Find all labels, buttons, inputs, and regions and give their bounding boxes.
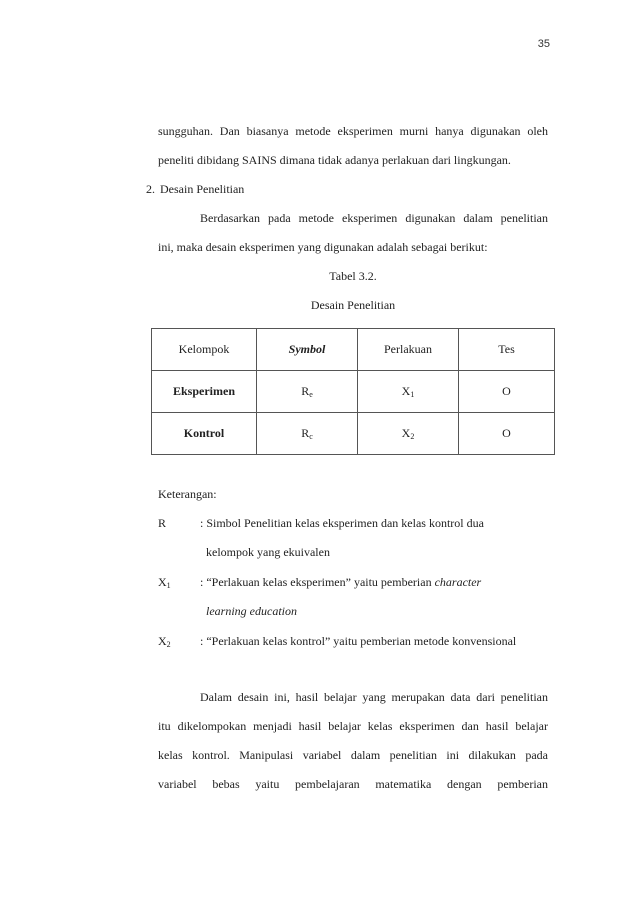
legend-term: R <box>158 516 167 530</box>
paragraph-line: itu dikelompokan menjadi hasil belajar kelas eksperimen dan hasil belajar <box>158 719 548 733</box>
cell-group: Eksperimen <box>152 371 257 413</box>
legend-definition: : “Perlakuan kelas eksperimen” yaitu pemberian character <box>200 575 482 589</box>
paragraph-line: sungguhan. Dan biasanya metode eksperimen murni hanya digunakan oleh <box>158 124 548 138</box>
header-symbol: Symbol <box>257 329 358 371</box>
legend-definition: : “Perlakuan kelas kontrol” yaitu pemberian metode konvensional <box>200 634 517 648</box>
legend-definition-cont: learning education <box>206 604 297 618</box>
header-perlakuan: Perlakuan <box>358 329 459 371</box>
page-number: 35 <box>537 38 550 50</box>
paragraph-line: ini, maka desain eksperimen yang digunakan adalah sebagai berikut: <box>158 240 488 254</box>
cell-test: O <box>459 371 555 413</box>
table-caption-number: Tabel 3.2. <box>329 269 377 283</box>
cell-treatment: $X_1$ <box>358 371 459 413</box>
paragraph-line: Berdasarkan pada metode eksperimen digunakan dalam penelitian <box>200 211 548 225</box>
section-number: 2. <box>146 182 155 196</box>
table-header-row <box>152 329 555 371</box>
table-caption-title: Desain Penelitian <box>310 298 396 312</box>
table-row <box>152 371 555 413</box>
legend-term: $X_1$ <box>158 575 171 590</box>
paragraph-line: kelas kontrol. Manipulasi variabel dalam penelitian ini dilakukan pada <box>158 748 548 762</box>
cell-symbol: $R_c$ <box>257 413 358 455</box>
cell-treatment: $X_2$ <box>358 413 459 455</box>
legend-definition: : Simbol Penelitian kelas eksperimen dan kelas kontrol dua <box>200 516 484 530</box>
paragraph-line: Dalam desain ini, hasil belajar yang merupakan data dari penelitian <box>200 690 548 704</box>
cell-test: O <box>459 413 555 455</box>
table-row <box>152 413 555 455</box>
header-kelompok: Kelompok <box>152 329 257 371</box>
cell-group: Kontrol <box>152 413 257 455</box>
cell-symbol: $R_e$ <box>257 371 358 413</box>
legend-term: $X_2$ <box>158 634 171 649</box>
design-table <box>151 328 555 455</box>
paragraph-line: peneliti dibidang SAINS dimana tidak adanya perlakuan dari lingkungan. <box>158 153 511 167</box>
legend-heading: Keterangan: <box>158 487 217 501</box>
header-tes: Tes <box>459 329 555 371</box>
paragraph-line: variabel bebas yaitu pembelajaran matematika dengan pemberian <box>158 777 548 791</box>
legend-definition-cont: kelompok yang ekuivalen <box>206 545 330 559</box>
section-title: Desain Penelitian <box>160 182 245 196</box>
